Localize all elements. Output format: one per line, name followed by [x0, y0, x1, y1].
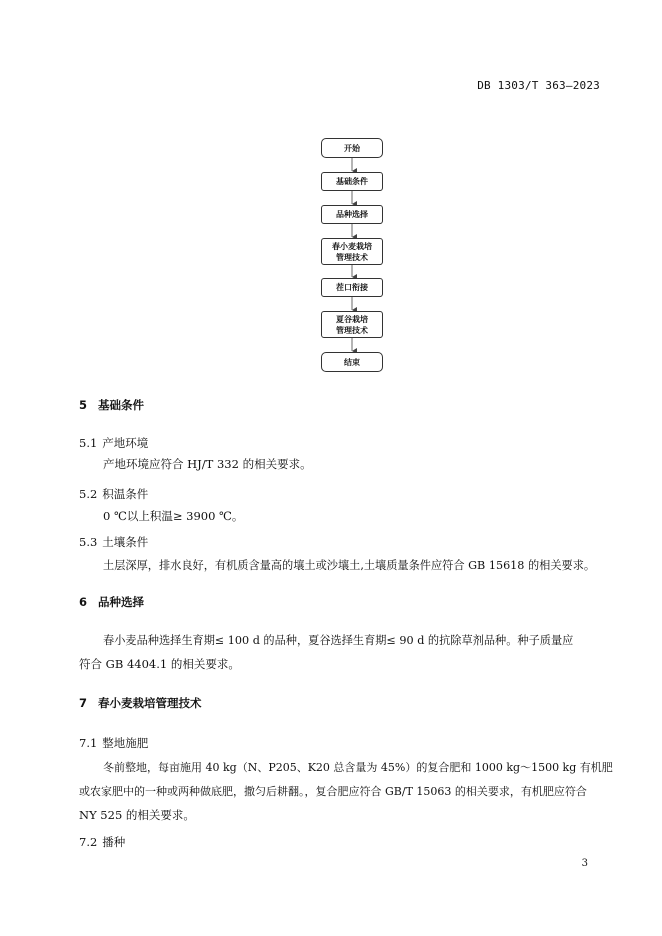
- section-title: 春小麦栽培管理技术: [98, 696, 202, 710]
- section-title: 品种选择: [98, 595, 145, 609]
- subsection-5-2-heading: [79, 486, 148, 502]
- subsection-7-1-text-line2: 或农家肥中的一种或两种做底肥，撒匀后耕翻。，复合肥应符合 GB/T 15063 的相关要求，有机肥应符合: [79, 785, 587, 798]
- subsection-5-1-heading: [79, 435, 148, 451]
- subsection-5-3-heading: [79, 534, 148, 550]
- flow-step-end: 结束: [321, 352, 383, 372]
- flow-step-summer-millet: 夏谷栽培 管理技术: [321, 311, 383, 338]
- subsection-number: 7.1: [79, 736, 98, 750]
- flow-step-start: 开始: [321, 138, 383, 158]
- section-6-heading: [79, 594, 144, 610]
- subsection-title: 整地施肥: [102, 736, 149, 750]
- section-number: 6: [79, 595, 88, 609]
- subsection-5-2-text: 0 ℃以上积温≥ 3900 ℃。: [103, 509, 244, 523]
- page-number: 3: [581, 858, 588, 869]
- subsection-title: 土壤条件: [102, 535, 149, 549]
- subsection-number: 5.2: [79, 487, 98, 501]
- subsection-number: 5.3: [79, 535, 98, 549]
- subsection-7-1-text-line3: NY 525 的相关要求。: [79, 808, 195, 822]
- flow-step-basic-conditions: 基础条件: [321, 172, 383, 191]
- section-6-text-line1: 春小麦品种选择生育期≤ 100 d 的品种，夏谷选择生育期≤ 90 d 的抗除草剂品种。种子质量应: [103, 634, 574, 647]
- section-number: 5: [79, 398, 88, 412]
- section-number: 7: [79, 696, 88, 710]
- section-title: 基础条件: [98, 398, 145, 412]
- subsection-7-2-heading: [79, 834, 125, 850]
- flow-step-variety-selection: 品种选择: [321, 205, 383, 224]
- flow-step-stubble-connection: 茬口衔接: [321, 278, 383, 297]
- subsection-5-1-text: 产地环境应符合 HJ/T 332 的相关要求。: [103, 457, 312, 471]
- process-flowchart: [0, 0, 662, 380]
- subsection-number: 7.2: [79, 835, 98, 849]
- subsection-title: 播种: [102, 835, 126, 849]
- section-7-heading: [79, 695, 202, 711]
- subsection-7-1-text-line1: 冬前整地，每亩施用 40 kg（N、P205、K20 总含量为 45%）的复合肥和 1000 kg～1500 kg 有机肥: [103, 761, 613, 774]
- subsection-number: 5.1: [79, 436, 98, 450]
- subsection-title: 积温条件: [102, 487, 149, 501]
- flow-step-spring-wheat: 春小麦栽培 管理技术: [321, 238, 383, 265]
- subsection-5-3-text: 土层深厚，排水良好，有机质含量高的壤土或沙壤土,土壤质量条件应符合 GB 15618 的相关要求。: [103, 559, 596, 572]
- section-6-text-line2: 符合 GB 4404.1 的相关要求。: [79, 657, 240, 671]
- section-5-heading: [79, 397, 144, 413]
- subsection-title: 产地环境: [102, 436, 149, 450]
- subsection-7-1-heading: [79, 735, 148, 751]
- document-code: DB 1303/T 363—2023: [477, 79, 600, 92]
